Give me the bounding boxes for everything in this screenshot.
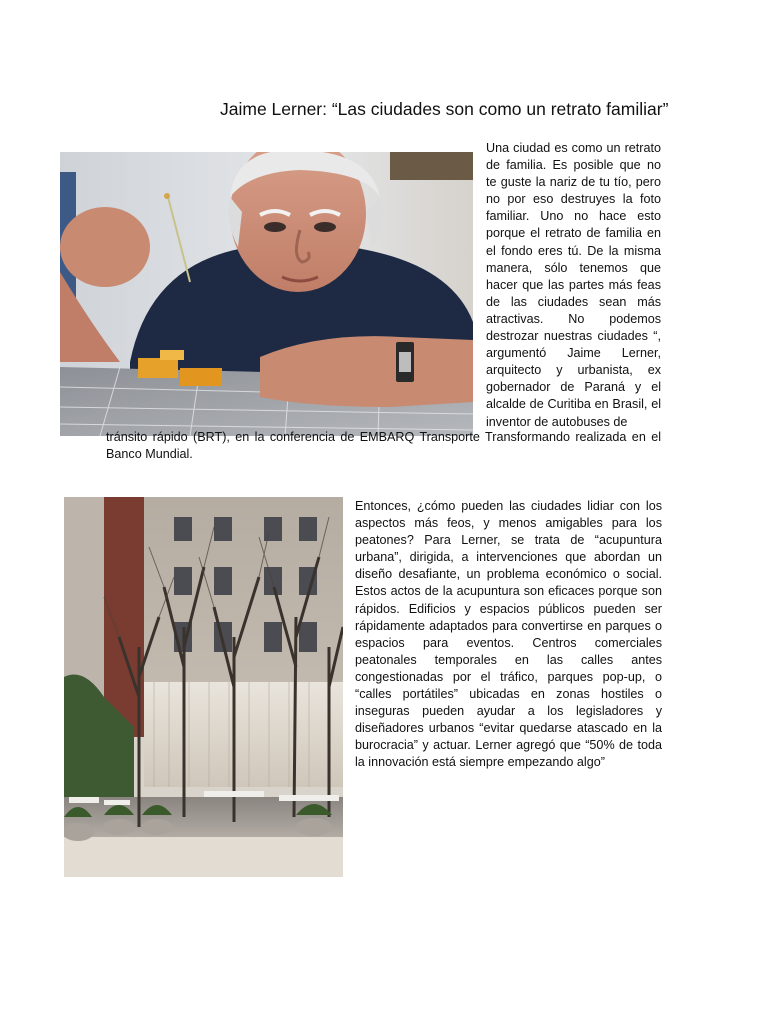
- acupuncture-paragraph: Entonces, ¿cómo pueden las ciudades lidiar con los aspectos más feos, y menos amigables para los peatones? Para Lerner, se trata de “acupuntura urbana”, dirigida, a intervenciones que abordan un diseño desafiante, un problema económico o social. Estos actos de la acupuntura son eficaces porque son rápidos. Edificios y espacios públicos pueden ser rápidamente adaptados para convertirse en parques o espacios para eventos. Centros comerciales peatonales temporales en las calles antes congestionadas por el tráfico, parques pop-up, o “calles portátiles” ubicadas en zonas hostiles o inseguras pueden ayudar a los legisladores y diseñadores urbanos “evitar quedarse atascado en la burocracia” y actuar. Lerner agregó que “50% de toda la innovación está siempre empezando algo”: [355, 499, 662, 770]
- lerner-portrait-photo: [60, 152, 473, 436]
- intro-paragraph-side: Una ciudad es como un retrato de familia. Es posible que no te guste la nariz de tu tío, pero no por eso destruyes la foto familiar. Uno no hace esto porque el retrato de familia en el fondo eres tú. De la misma manera, sólo tenemos que hacer que las partes más feas de las ciudades sean más atractivas. No podemos destrozar nuestras ciudades “, argumentó Jaime Lerner, arquitecto y urbanista, ex gobernador de Paraná y el alcalde de Curitiba en Brasil, el inventor de autobuses de: [486, 141, 661, 429]
- urban-plaza-photo: [64, 497, 343, 877]
- article-title: Jaime Lerner: “Las ciudades son como un retrato familiar”: [220, 99, 669, 119]
- intro-paragraph-continuation: tránsito rápido (BRT), en la conferencia de EMBARQ Transporte Transformando realizada en el Banco Mundial.: [106, 430, 661, 462]
